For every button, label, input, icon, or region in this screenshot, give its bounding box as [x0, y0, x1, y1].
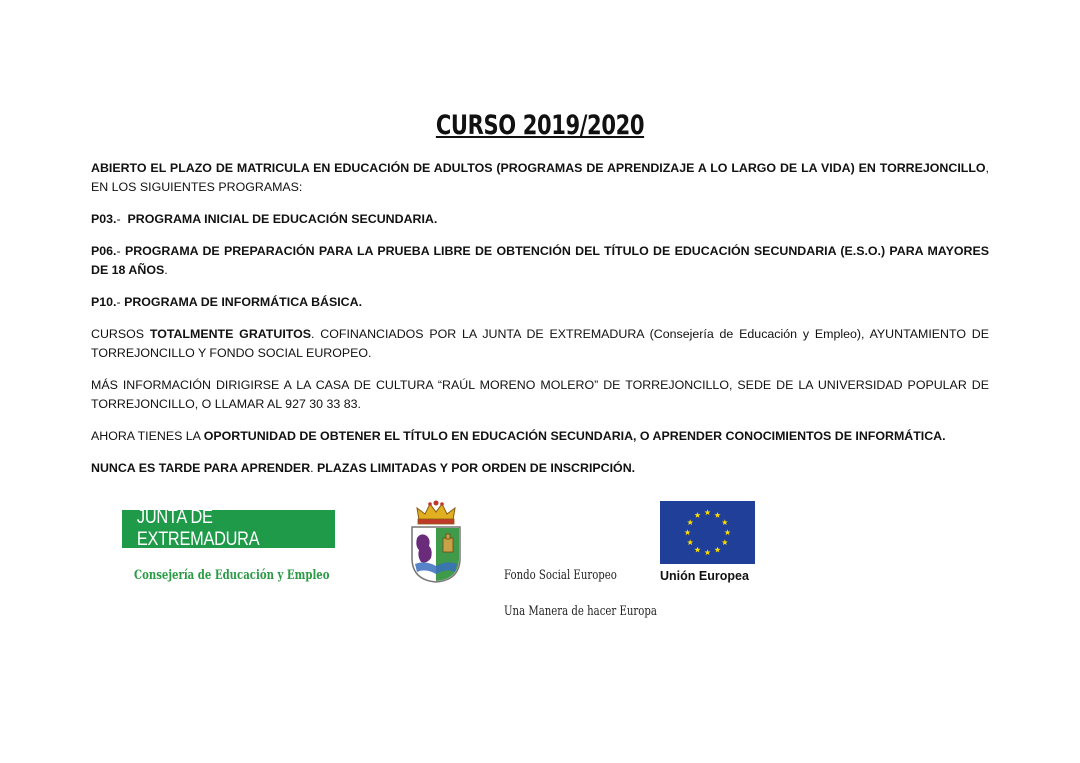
program-p10-title: PROGRAMA DE INFORMÁTICA BÁSICA. — [124, 295, 363, 309]
program-p06-sep: - — [116, 244, 125, 258]
coat-of-arms-icon — [407, 498, 465, 584]
fse-motto: Una Manera de hacer Europa — [504, 604, 657, 619]
funding-post: . COFINANCIADOS POR LA JUNTA DE EXTREMADURA (Consejería de Educación y Empleo), AYUNTAMIENTO DE TORREJONCILLO Y FONDO SOCIAL EUROPEO. — [91, 327, 989, 360]
funding-bold: TOTALMENTE GRATUITOS — [149, 327, 312, 341]
intro-bold: ABIERTO EL PLAZO DE MATRICULA EN EDUCACIÓN DE ADULTOS (PROGRAMAS DE APRENDIZAJE A LO LARGO DE LA VIDA) EN TORREJONCILLO — [91, 161, 986, 175]
program-p06-title: PROGRAMA DE PREPARACIÓN PARA LA PRUEBA LIBRE DE OBTENCIÓN DEL TÍTULO DE EDUCACIÓN SECUNDARIA (E.S.O.) PARA MAYORES DE 18 AÑOS — [91, 244, 989, 277]
program-p06-end: . — [164, 263, 168, 277]
closing-bold-1: NUNCA ES TARDE PARA APRENDER — [91, 461, 311, 475]
page-title: CURSO 2019/2020 — [435, 110, 645, 141]
closing-mid: . — [310, 461, 318, 475]
eu-label: Unión Europea — [660, 569, 749, 583]
eu-flag-icon — [660, 501, 755, 564]
program-p03-code: P03. — [91, 212, 117, 226]
info-paragraph: MÁS INFORMACIÓN DIRIGIRSE A LA CASA DE CULTURA “RAÚL MORENO MOLERO” DE TORREJONCILLO, SEDE DE LA UNIVERSIDAD POPULAR DE TORREJONCILLO, O LLAMAR AL 927 30 33 83. — [91, 378, 989, 411]
program-p03-title: PROGRAMA INICIAL DE EDUCACIÓN SECUNDARIA. — [127, 212, 438, 226]
funding-pre: CURSOS — [91, 327, 150, 341]
opportunity-bold: OPORTUNIDAD DE OBTENER EL TÍTULO EN EDUCACIÓN SECUNDARIA, O APRENDER CONOCIMIENTOS DE INFORMÁTICA. — [203, 429, 946, 443]
junta-logo-text: JUNTA DE EXTREMADURA — [136, 507, 260, 550]
opportunity-pre: AHORA TIENES LA — [91, 429, 204, 443]
consejeria-label: Consejería de Educación y Empleo — [134, 568, 330, 583]
intro-normal: , EN LOS SIGUIENTES PROGRAMAS: — [91, 161, 989, 194]
program-p10-sep: - — [116, 295, 125, 309]
fse-label: Fondo Social Europeo — [504, 568, 617, 583]
closing-bold-2: PLAZAS LIMITADAS Y POR ORDEN DE INSCRIPCIÓN. — [317, 461, 636, 475]
program-p03-sep: - — [116, 212, 128, 226]
program-p06-code: P06. — [91, 244, 117, 258]
program-p10-code: P10. — [91, 295, 117, 309]
junta-extremadura-logo — [122, 507, 335, 550]
